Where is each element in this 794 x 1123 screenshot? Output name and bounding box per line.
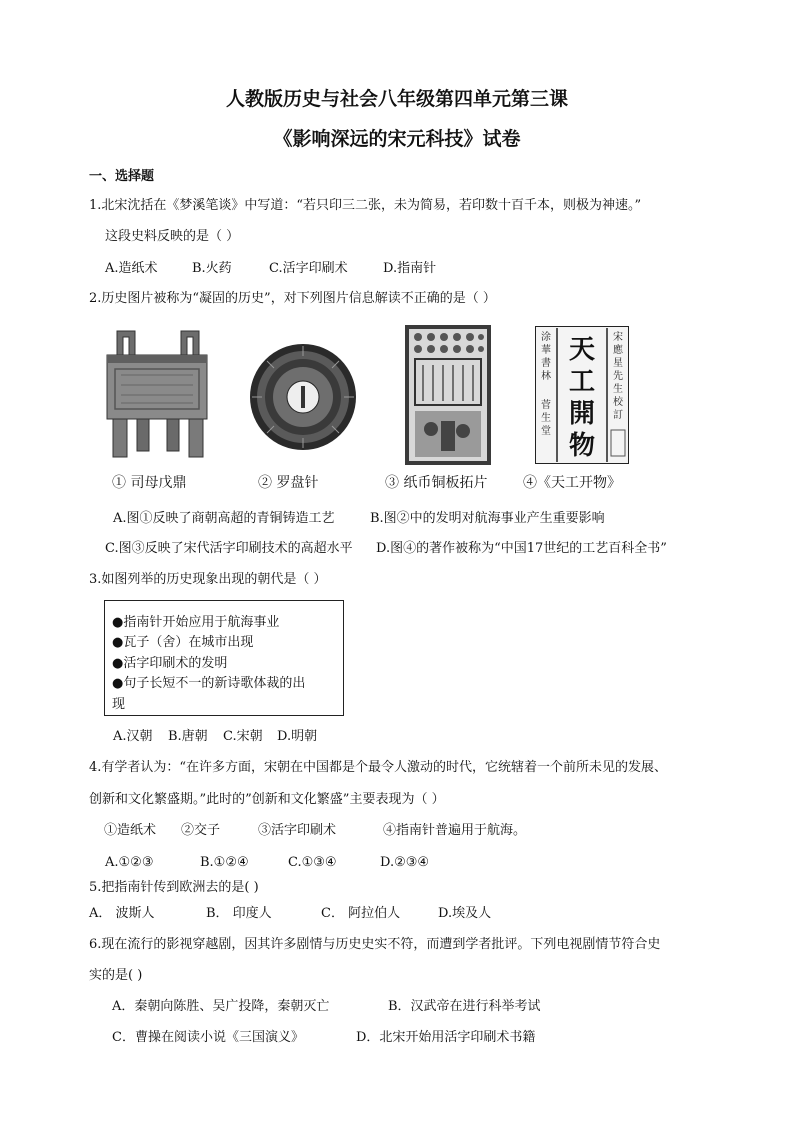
q6-option-b: B．汉武帝在进行科举考试 [388,999,541,1014]
q3-option-a: A.汉朝 [113,729,153,744]
compass-image [248,342,358,452]
svg-text:校: 校 [613,397,623,408]
svg-text:應: 應 [613,345,623,356]
exam-title-line2: 《影响深远的宋元科技》试卷 [273,128,521,150]
q4-item-1: ①造纸术 [104,823,157,838]
q5-option-b: B． 印度人 [206,906,272,921]
svg-text:宋: 宋 [613,332,623,343]
q4-option-a: A.①②③ [105,855,154,870]
q4-item-3: ③活字印刷术 [258,823,337,838]
q2-caption-2: ② 罗盘针 [258,475,319,491]
svg-text:訂: 訂 [613,410,623,421]
q1-option-b: B.火药 [192,261,232,276]
svg-text:星: 星 [613,358,623,369]
q2-caption-3: ③ 纸币铜板拓片 [385,475,488,491]
q4-item-4: ④指南针普遍用于航海。 [383,823,527,838]
q2-caption-1: ① 司母戊鼎 [112,475,187,491]
q4-option-d: D.②③④ [380,855,430,870]
svg-text:生: 生 [541,413,551,424]
simuwu-ding-image [101,325,213,463]
q2-option-a: A.图①反映了商朝高超的青铜铸造工艺 [113,511,335,526]
book-title-char-4: 物 [568,431,596,461]
q3-option-d: D.明朝 [277,729,318,744]
svg-text:涂: 涂 [541,332,551,343]
section-heading: 一、选择题 [89,169,155,184]
q6-option-d: D．北宋开始用活字印刷术书籍 [356,1030,536,1045]
svg-text:堂: 堂 [541,426,551,437]
q3-box-line-2: ●瓦子（舍）在城市出现 [112,635,254,650]
q6-option-a: A．秦朝向陈胜、吴广投降，秦朝灭亡 [112,999,330,1014]
q6-stem-line2: 实的是( ) [89,968,143,983]
q5-stem: 5.把指南针传到欧洲去的是( ) [89,880,259,895]
svg-text:林: 林 [541,371,551,382]
q5-option-d: D.埃及人 [438,906,492,921]
q1-option-a: A.造纸术 [105,261,158,276]
book-title-char-1: 天 [568,335,596,365]
q3-box-line-3: ●活字印刷术的发明 [112,656,228,671]
q4-stem-line1: 4.有学者认为：“在许多方面，宋朝在中国都是个最令人激动的时代，它统辖着一个前所未见的发展、 [89,760,668,775]
exam-title-line1: 人教版历史与社会八年级第四单元第三课 [225,88,568,110]
q4-option-b: B.①②④ [200,855,249,870]
q3-option-c: C.宋朝 [223,729,263,744]
tiangong-kaiwu-cover-image [535,326,629,464]
q1-option-d: D.指南针 [383,261,437,276]
q2-option-d: D.图④的著作被称为“中国17世纪的工艺百科全书” [376,541,667,556]
q4-item-2: ②交子 [181,823,221,838]
q1-stem-line1: 1.北宋沈括在《梦溪笔谈》中写道：“若只印三二张，未为简易，若印数十百千本，则极为神速。” [89,198,642,213]
svg-text:先: 先 [613,371,623,382]
svg-text:菅: 菅 [541,400,551,411]
q2-stem: 2.历史图片被称为“凝固的历史”，对下列图片信息解读不正确的是（ ） [89,291,496,306]
q5-option-c: C． 阿拉伯人 [321,906,401,921]
q4-option-c: C.①③④ [288,855,337,870]
book-title-char-3: 開 [568,399,596,429]
svg-text:書: 書 [541,358,551,369]
q2-option-b: B.图②中的发明对航海事业产生重要影响 [370,511,605,526]
q3-box-line-1: ●指南针开始应用于航海事业 [112,615,280,630]
q4-stem-line2: 创新和文化繁盛期。”此时的”创新和文化繁盛”主要表现为（ ） [89,792,445,807]
q1-stem-line2: 这段史料反映的是（ ） [105,229,240,244]
q2-option-c: C.图③反映了宋代活字印刷技术的高超水平 [105,541,353,556]
paper-money-rubbing-image [405,325,491,465]
q3-option-b: B.唐朝 [168,729,208,744]
q6-stem-line1: 6.现在流行的影视穿越剧，因其许多剧情与历史史实不符，而遭到学者批评。下列电视剧情节符合史 [89,937,661,952]
book-title-char-2: 工 [568,367,596,397]
q3-box-line-5: 现 [112,697,126,712]
q1-option-c: C.活字印刷术 [269,261,348,276]
svg-text:華: 華 [541,345,551,356]
q3-info-box [104,600,344,716]
q3-box-line-4: ●句子长短不一的新诗歌体裁的出 [112,676,306,691]
q2-caption-4: ④《天工开物》 [523,475,621,491]
svg-text:生: 生 [613,384,623,395]
q6-option-c: C．曹操在阅读小说《三国演义》 [112,1030,304,1045]
q5-option-a: A． 波斯人 [89,906,155,921]
q3-stem: 3.如图列举的历史现象出现的朝代是（ ） [89,572,327,587]
